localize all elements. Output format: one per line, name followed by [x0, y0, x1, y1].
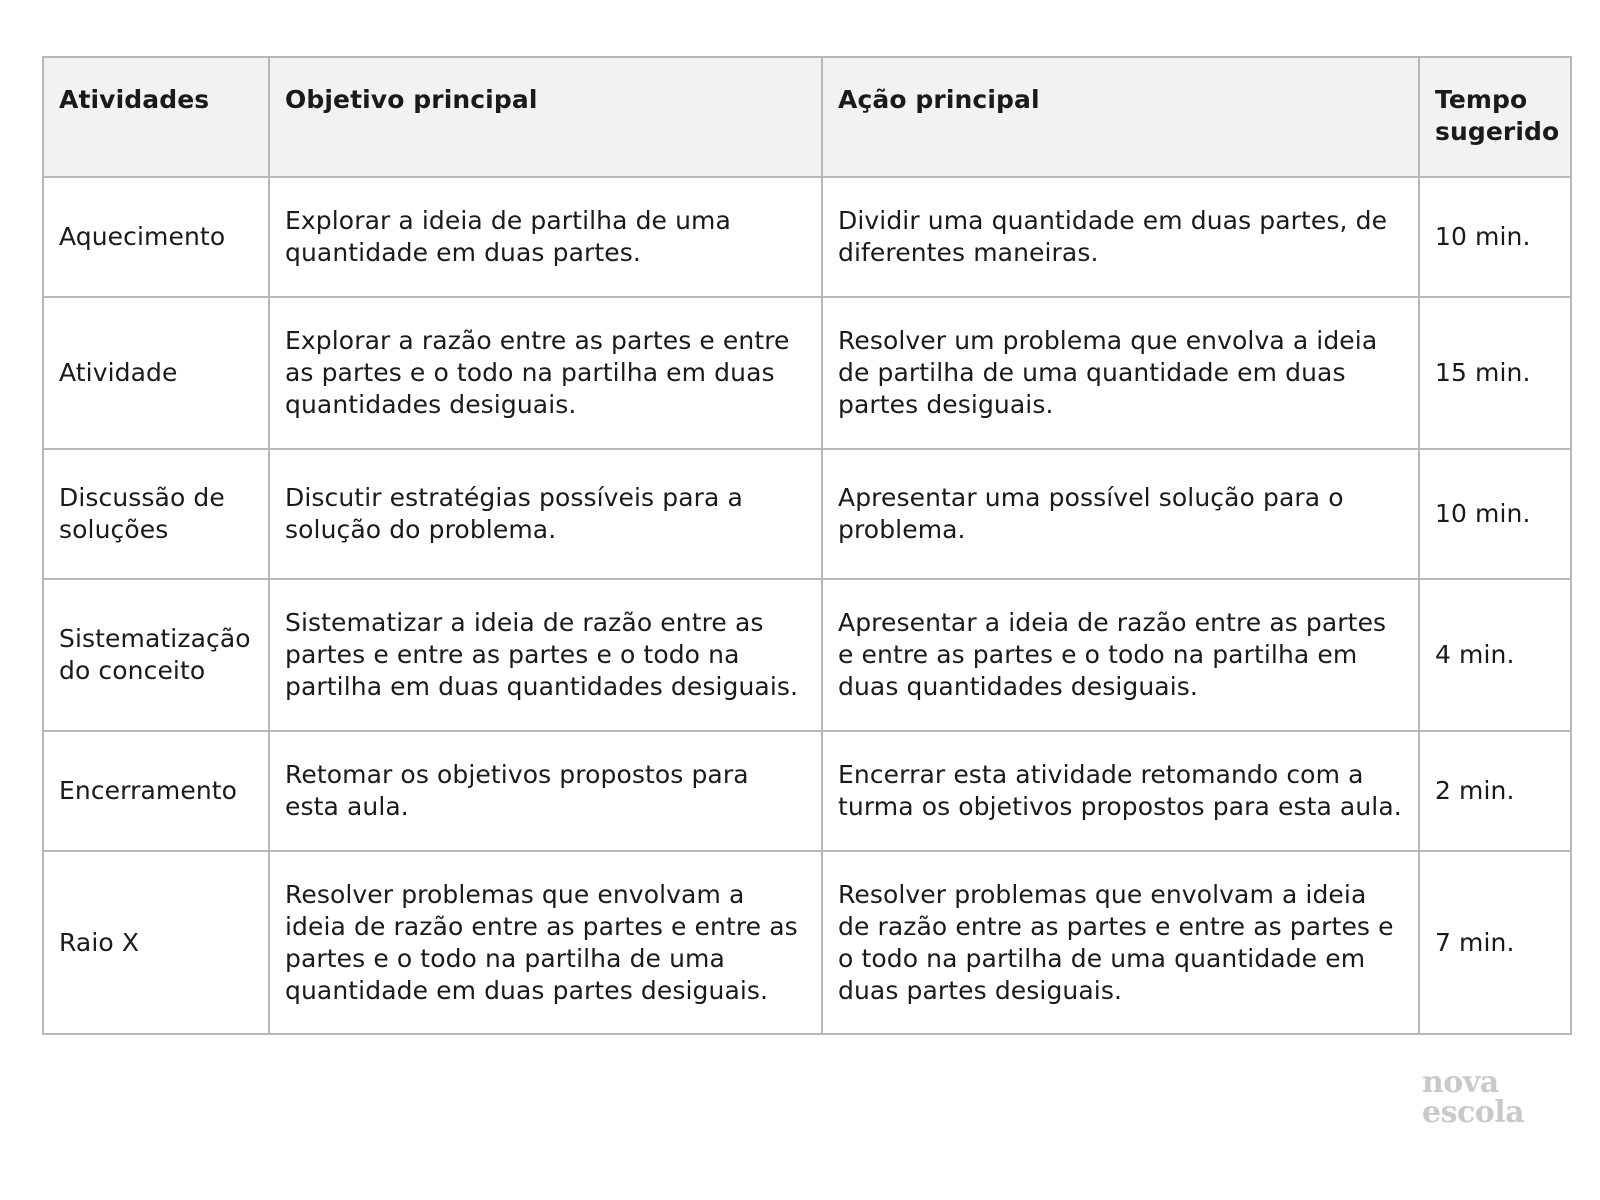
cell-tempo: 4 min. [1419, 579, 1571, 731]
cell-atividade: Encerramento [43, 731, 269, 851]
table-row [43, 851, 1571, 1034]
cell-objetivo: Resolver problemas que envolvam a ideia de razão entre as partes e entre as partes e o todo na partilha de uma quantidade em duas partes desiguais. [269, 851, 822, 1034]
header-atividades: Atividades [43, 57, 269, 177]
cell-objetivo: Retomar os objetivos propostos para esta aula. [269, 731, 822, 851]
table-row [43, 177, 1571, 297]
cell-tempo: 10 min. [1419, 449, 1571, 579]
cell-acao: Apresentar uma possível solução para o problema. [822, 449, 1419, 579]
cell-acao: Resolver problemas que envolvam a ideia de razão entre as partes e entre as partes e o todo na partilha de uma quantidade em duas partes desiguais. [822, 851, 1419, 1034]
cell-acao: Resolver um problema que envolva a ideia de partilha de uma quantidade em duas partes desiguais. [822, 297, 1419, 449]
header-tempo: Tempo sugerido [1419, 57, 1571, 177]
table-row [43, 731, 1571, 851]
cell-acao: Encerrar esta atividade retomando com a turma os objetivos propostos para esta aula. [822, 731, 1419, 851]
cell-atividade: Aquecimento [43, 177, 269, 297]
table-body [43, 177, 1571, 1034]
lesson-plan-table [42, 56, 1572, 1035]
table-row [43, 579, 1571, 731]
table-header [43, 57, 1571, 177]
cell-objetivo: Explorar a razão entre as partes e entre as partes e o todo na partilha em duas quantidades desiguais. [269, 297, 822, 449]
cell-tempo: 7 min. [1419, 851, 1571, 1034]
logo-line-2: escola [1422, 1095, 1525, 1130]
cell-atividade: Raio X [43, 851, 269, 1034]
cell-atividade: Discussão de soluções [43, 449, 269, 579]
cell-acao: Dividir uma quantidade em duas partes, de diferentes maneiras. [822, 177, 1419, 297]
header-objetivo: Objetivo principal [269, 57, 822, 177]
header-acao: Ação principal [822, 57, 1419, 177]
cell-objetivo: Sistematizar a ideia de razão entre as partes e entre as partes e o todo na partilha em duas quantidades desiguais. [269, 579, 822, 731]
cell-tempo: 10 min. [1419, 177, 1571, 297]
cell-atividade: Atividade [43, 297, 269, 449]
nova-escola-logo [1422, 1065, 1542, 1130]
cell-objetivo: Discutir estratégias possíveis para a solução do problema. [269, 449, 822, 579]
cell-objetivo: Explorar a ideia de partilha de uma quantidade em duas partes. [269, 177, 822, 297]
cell-tempo: 2 min. [1419, 731, 1571, 851]
logo-line-1: nova [1422, 1065, 1499, 1100]
table-row [43, 449, 1571, 579]
cell-acao: Apresentar a ideia de razão entre as partes e entre as partes e o todo na partilha em duas quantidades desiguais. [822, 579, 1419, 731]
cell-tempo: 15 min. [1419, 297, 1571, 449]
table-row [43, 297, 1571, 449]
header-row [43, 57, 1571, 177]
cell-atividade: Sistematização do conceito [43, 579, 269, 731]
